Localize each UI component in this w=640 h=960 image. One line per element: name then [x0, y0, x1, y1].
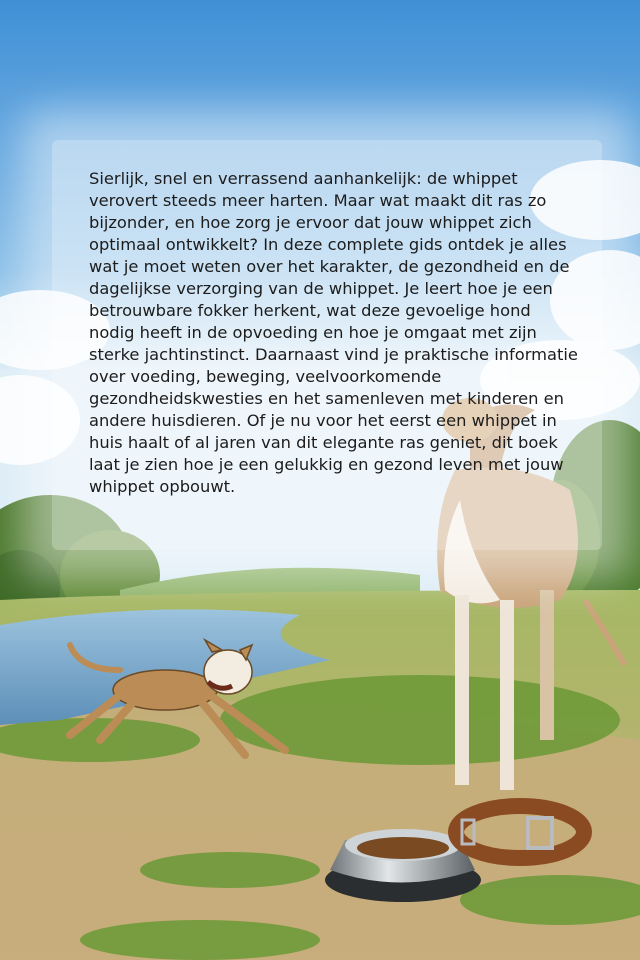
- book-description: Sierlijk, snel en verrassend aanhankelijk: de whippet verovert steeds meer harten. Maar wat maakt dit ras zo bijzonder, en hoe zorg je ervoor dat jouw whippet zich optimaal ontwikkelt? In deze complete gids ontdek je alles wat je moet weten over het karakter, de gezondheid en de dagelijkse verzorging van de whippet. Je leert hoe je een betrouwbare fokker herkent, wat deze gevoelige hond nodig heeft in de opvoeding en hoe je omgaat met zijn sterke jachtinstinct. Daarnaast vind je praktische informatie over voeding, beweging, veelvoorkomende gezondheidskwesties en het samenleven met kinderen en andere huisdieren. Of je nu voor het eerst een whippet in huis haalt of al jaren van dit elegante ras geniet, dit boek laat je zien hoe je een gelukkig en gezond leven met jouw whippet opbouwt.: [89, 169, 578, 496]
